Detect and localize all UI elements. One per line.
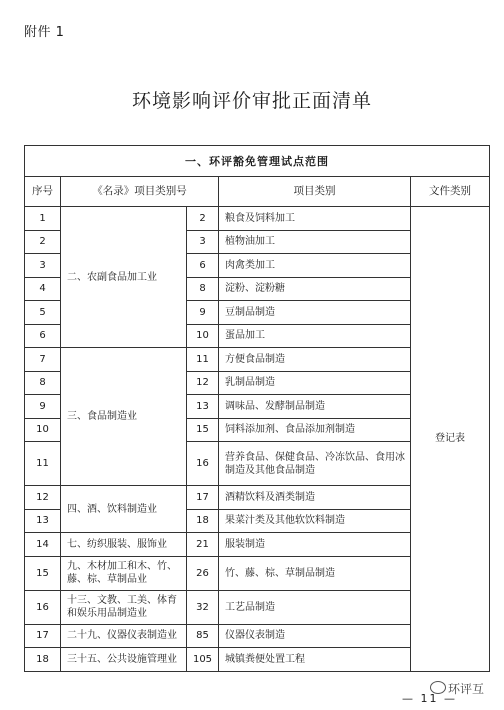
row-seq: 3 (25, 254, 61, 278)
row-item: 城镇粪便处置工程 (219, 648, 411, 672)
file-type-cell: 登记表 (411, 207, 490, 672)
row-seq: 8 (25, 371, 61, 395)
header-file-type: 文件类别 (411, 177, 490, 207)
row-category-code: 8 (187, 277, 219, 301)
row-category-code: 21 (187, 533, 219, 557)
row-seq: 6 (25, 324, 61, 348)
row-category: 十三、文教、工美、体育和娱乐用品制造业 (61, 590, 187, 624)
row-item: 饲料添加剂、食品添加剂制造 (219, 418, 411, 442)
header-row (25, 177, 490, 207)
watermark-text: 环评互 (448, 682, 485, 696)
row-category-code: 12 (187, 371, 219, 395)
row-category: 三、食品制造业 (61, 348, 187, 486)
row-seq: 17 (25, 624, 61, 648)
row-item: 调味品、发酵制品制造 (219, 395, 411, 419)
header-seq: 序号 (25, 177, 61, 207)
row-seq: 5 (25, 301, 61, 325)
header-category: 《名录》项目类别号 (61, 177, 219, 207)
row-item: 竹、藤、棕、草制品制造 (219, 556, 411, 590)
row-category-code: 32 (187, 590, 219, 624)
row-seq: 9 (25, 395, 61, 419)
header-item: 项目类别 (219, 177, 411, 207)
attachment-label: 附件 1 (24, 25, 65, 40)
page-number: — 11 — (402, 692, 457, 705)
row-item: 果菜汁类及其他软饮料制造 (219, 509, 411, 533)
row-item: 豆制品制造 (219, 301, 411, 325)
row-seq: 12 (25, 486, 61, 510)
row-item: 淀粉、淀粉糖 (219, 277, 411, 301)
row-category-code: 3 (187, 230, 219, 254)
watermark (430, 680, 484, 697)
row-seq: 13 (25, 509, 61, 533)
row-category-code: 13 (187, 395, 219, 419)
row-item: 方便食品制造 (219, 348, 411, 372)
row-category: 九、木材加工和木、竹、藤、棕、草制品业 (61, 556, 187, 590)
row-category-code: 11 (187, 348, 219, 372)
row-category: 七、纺织服装、服饰业 (61, 533, 187, 557)
row-seq: 15 (25, 556, 61, 590)
section-row (25, 146, 490, 177)
row-category-code: 9 (187, 301, 219, 325)
row-item: 乳制品制造 (219, 371, 411, 395)
row-category-code: 2 (187, 207, 219, 231)
row-seq: 14 (25, 533, 61, 557)
row-category-code: 16 (187, 442, 219, 486)
row-item: 粮食及饲料加工 (219, 207, 411, 231)
document-title: 环境影响评价审批正面清单 (131, 90, 372, 112)
row-category: 二十九、仪器仪表制造业 (61, 624, 187, 648)
row-category: 三十五、公共设施管理业 (61, 648, 187, 672)
row-item: 仪器仪表制造 (219, 624, 411, 648)
row-category-code: 26 (187, 556, 219, 590)
row-category: 二、农副食品加工业 (61, 207, 187, 348)
approval-list-table (24, 145, 490, 672)
row-category: 四、酒、饮料制造业 (61, 486, 187, 533)
row-item: 服装制造 (219, 533, 411, 557)
row-seq: 16 (25, 590, 61, 624)
row-seq: 11 (25, 442, 61, 486)
row-seq: 2 (25, 230, 61, 254)
wechat-icon (430, 681, 446, 694)
row-category-code: 85 (187, 624, 219, 648)
row-seq: 7 (25, 348, 61, 372)
row-category-code: 17 (187, 486, 219, 510)
row-category-code: 15 (187, 418, 219, 442)
row-item: 工艺品制造 (219, 590, 411, 624)
row-seq: 4 (25, 277, 61, 301)
row-seq: 1 (25, 207, 61, 231)
row-category-code: 10 (187, 324, 219, 348)
row-item: 营养食品、保健食品、冷冻饮品、食用冰制造及其他食品制造 (219, 442, 411, 486)
row-item: 肉禽类加工 (219, 254, 411, 278)
row-seq: 10 (25, 418, 61, 442)
row-category-code: 18 (187, 509, 219, 533)
row-item: 蛋品加工 (219, 324, 411, 348)
row-category-code: 105 (187, 648, 219, 672)
row-category-code: 6 (187, 254, 219, 278)
row-item: 植物油加工 (219, 230, 411, 254)
row-item: 酒精饮料及酒类制造 (219, 486, 411, 510)
table-row (25, 207, 490, 231)
section-title: 一、环评豁免管理试点范围 (25, 146, 490, 177)
row-seq: 18 (25, 648, 61, 672)
